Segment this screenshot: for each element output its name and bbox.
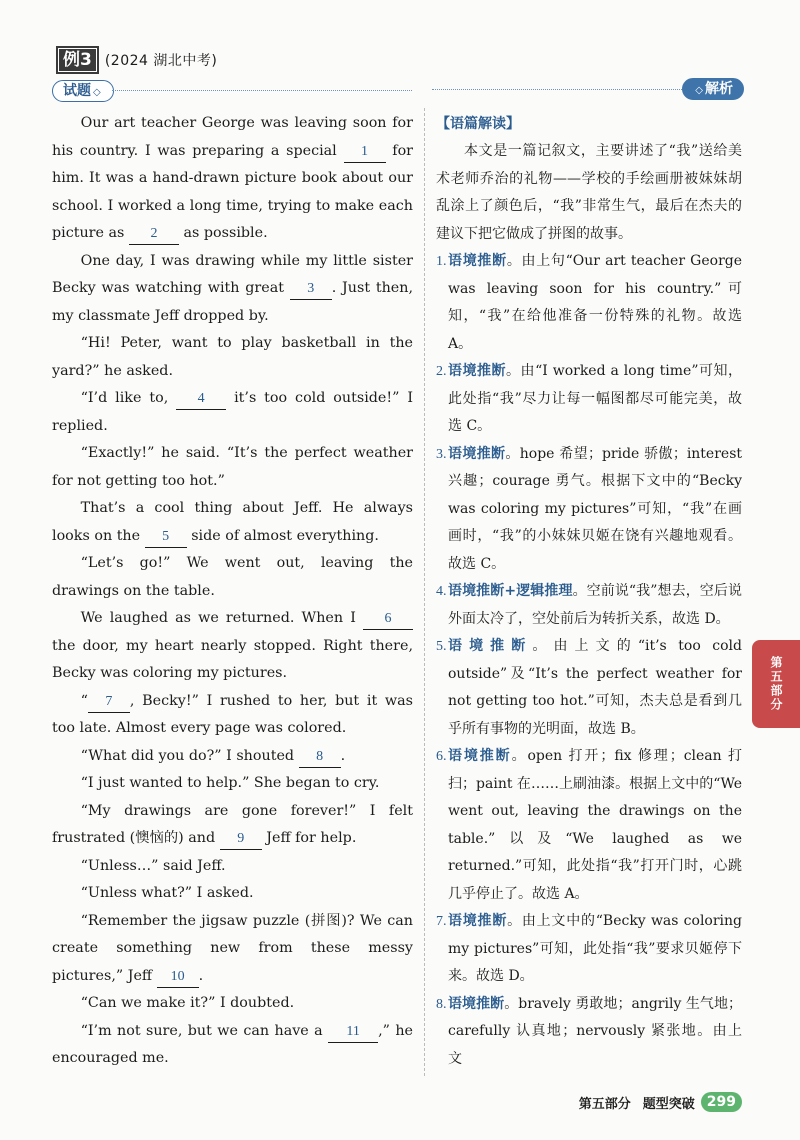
- diamond-icon: ◇: [695, 85, 703, 96]
- passage-paragraph: That’s a cool thing about Jeff. He always looks on the 5 side of almost everything.: [52, 495, 413, 550]
- blank-11[interactable]: 11: [328, 1022, 378, 1043]
- passage-paragraph: “Remember the jigsaw puzzle (拼图)? We can create something new from these messy pictures,” Jeff 10 .: [52, 908, 413, 991]
- analysis-item-text: 。hope 希望；pride 骄傲；interest 兴趣；courage 勇气。根据下文中的“Becky was coloring my pictures”可知，“我”在画画时，“我”的小妹妹贝姬在饶有兴趣地观看。故选 C。: [448, 445, 743, 572]
- side-tab[interactable]: 第五部分: [752, 640, 800, 728]
- blank-10[interactable]: 10: [157, 967, 199, 988]
- analysis-item-tag: 语境推断: [448, 748, 512, 764]
- analysis-column: [436, 110, 742, 1073]
- analysis-item-text: 。由“I worked a long time”可知，此处指“我”尽力让每一幅图都尽可能完美，故选 C。: [448, 363, 742, 434]
- passage-paragraph: “What did you do?” I shouted 8 .: [52, 743, 413, 771]
- dotted-rule-left: [112, 90, 412, 91]
- analysis-item: [436, 633, 742, 743]
- example-header: [56, 48, 217, 72]
- footer-part: 第五部分: [578, 1096, 631, 1112]
- passage-paragraph: “Unless what?” I asked.: [80, 885, 254, 901]
- analysis-item-text: 。由上文的“it’s too cold outside”及“It’s the perfect weather for not getting too hot.”可知，杰夫总是看到几乎所有事物的光明面，故选 B。: [448, 638, 742, 737]
- passage-column: [52, 110, 413, 1073]
- blank-6[interactable]: 6: [363, 609, 413, 630]
- analysis-item-number: 7.: [436, 914, 447, 929]
- analysis-item-tag: 语境推断: [448, 995, 505, 1012]
- analysis-item: [436, 578, 742, 633]
- analysis-items: [436, 248, 742, 1073]
- column-divider: [424, 108, 425, 1076]
- analysis-intro: 本文是一篇记叙文，主要讲述了“我”送给美术老师乔治的礼物——学校的手绘画册被妹妹胡乱涂上了颜色后，“我”非常生气，最后在杰夫的建议下把它做成了拼图的故事。: [436, 143, 742, 242]
- dotted-rule-right: [432, 89, 684, 90]
- passage-paragraph: “I just wanted to help.” She began to cry.: [80, 775, 380, 791]
- analysis-item: [436, 743, 742, 908]
- passage-paragraph: “I’m not sure, but we can have a 11 ,” he encouraged me.: [52, 1022, 414, 1066]
- analysis-item-tag: 语境推断: [448, 913, 508, 929]
- passage-paragraph: “I’d like to, 4 it’s too cold outside!” I replied.: [52, 390, 414, 434]
- analysis-item-text: 。由上句“Our art teacher George was leaving soon for his country.”可知，“我”在给他准备一份特殊的礼物。故选 A。: [448, 253, 743, 352]
- blank-4[interactable]: 4: [176, 389, 226, 410]
- blank-9[interactable]: 9: [220, 829, 262, 850]
- passage-paragraph: “Can we make it?” I doubted.: [80, 995, 295, 1011]
- analysis-section-title: 【语篇解读】: [436, 116, 520, 132]
- question-tab-label: 试题: [63, 83, 91, 99]
- diamond-icon: ◇: [93, 87, 101, 98]
- analysis-tab: [682, 78, 744, 100]
- analysis-item-text: 。bravely 勇敢地；angrily 生气地；carefully 认真地；nervously 紧张地。由上文: [448, 995, 742, 1067]
- analysis-item-number: 2.: [436, 364, 447, 379]
- passage-paragraph: “Unless…” said Jeff.: [80, 857, 226, 874]
- analysis-item: [436, 908, 742, 991]
- analysis-item-text: 。open 打开；fix 修理；clean 打扫；paint 在……上刷油漆。根据上文中的“We went out, leaving the drawings on the table.”以及“We laughed as we returned.”可知，此处指“我”打开门时，心跳几乎停止了。故选 A。: [448, 748, 743, 902]
- example-label: 例3: [56, 46, 99, 74]
- analysis-item-text: 。由上文中的“Becky was coloring my pictures”可知，此处指“我”要求贝姬停下来。故选 D。: [448, 913, 743, 984]
- analysis-item-text: 。空前说“我”想去，空后说外面太冷了，空处前后为转折关系，故选 D。: [448, 583, 742, 627]
- analysis-item: [436, 248, 742, 358]
- example-source: (2024 湖北中考): [104, 53, 218, 69]
- analysis-item-number: 1.: [436, 254, 447, 269]
- passage-paragraph: “ 7 , Becky!” I rushed to her, but it was too late. Almost every page was colored.: [52, 692, 413, 736]
- analysis-item: [436, 441, 742, 579]
- analysis-item: [436, 358, 742, 441]
- blank-3[interactable]: 3: [290, 279, 332, 300]
- footer: [579, 1092, 742, 1112]
- page-number: 299: [701, 1092, 742, 1112]
- blank-2[interactable]: 2: [129, 224, 179, 245]
- blank-5[interactable]: 5: [145, 527, 187, 548]
- passage-paragraph: “Exactly!” he said. “It’s the perfect weather for not getting too hot.”: [52, 445, 413, 489]
- passage-paragraph: We laughed as we returned. When I 6 the door, my heart nearly stopped. Right there, Becky was coloring my pictures.: [52, 610, 413, 681]
- blank-7[interactable]: 7: [88, 692, 130, 713]
- analysis-item-number: 5.: [436, 639, 447, 654]
- analysis-item-tag: 语境推断: [448, 253, 507, 269]
- blank-8[interactable]: 8: [299, 747, 341, 768]
- analysis-tab-label: 解析: [705, 81, 733, 97]
- analysis-item-tag: 语境推断: [448, 363, 507, 379]
- analysis-item-number: 6.: [436, 749, 447, 764]
- analysis-item: [436, 991, 742, 1074]
- analysis-item-tag: 语境推断: [448, 445, 506, 462]
- passage-paragraph: “My drawings are gone forever!” I felt frustrated (懊恼的) and 9 Jeff for help.: [52, 798, 413, 853]
- passage-paragraph: Our art teacher George was leaving soon for his country. I was preparing a special 1 for him. It was a hand-drawn picture book about our school. I worked a long time, trying to make each picture as 2 as possible.: [52, 110, 413, 248]
- passage-paragraph: “Let’s go!” We went out, leaving the drawings on the table.: [52, 555, 413, 599]
- blank-1[interactable]: 1: [344, 142, 386, 163]
- analysis-item-tag: 语境推断+逻辑推理: [448, 583, 573, 599]
- passage-paragraph: One day, I was drawing while my little sister Becky was watching with great 3 . Just then, my classmate Jeff dropped by.: [52, 252, 413, 324]
- analysis-item-number: 4.: [436, 584, 447, 599]
- analysis-item-number: 8.: [436, 996, 447, 1012]
- question-tab: [52, 80, 114, 102]
- analysis-item-tag: 语境推断: [448, 638, 533, 654]
- footer-section: 题型突破: [642, 1096, 695, 1112]
- passage-paragraph: “Hi! Peter, want to play basketball in the yard?” he asked.: [52, 335, 413, 379]
- analysis-item-number: 3.: [436, 446, 447, 462]
